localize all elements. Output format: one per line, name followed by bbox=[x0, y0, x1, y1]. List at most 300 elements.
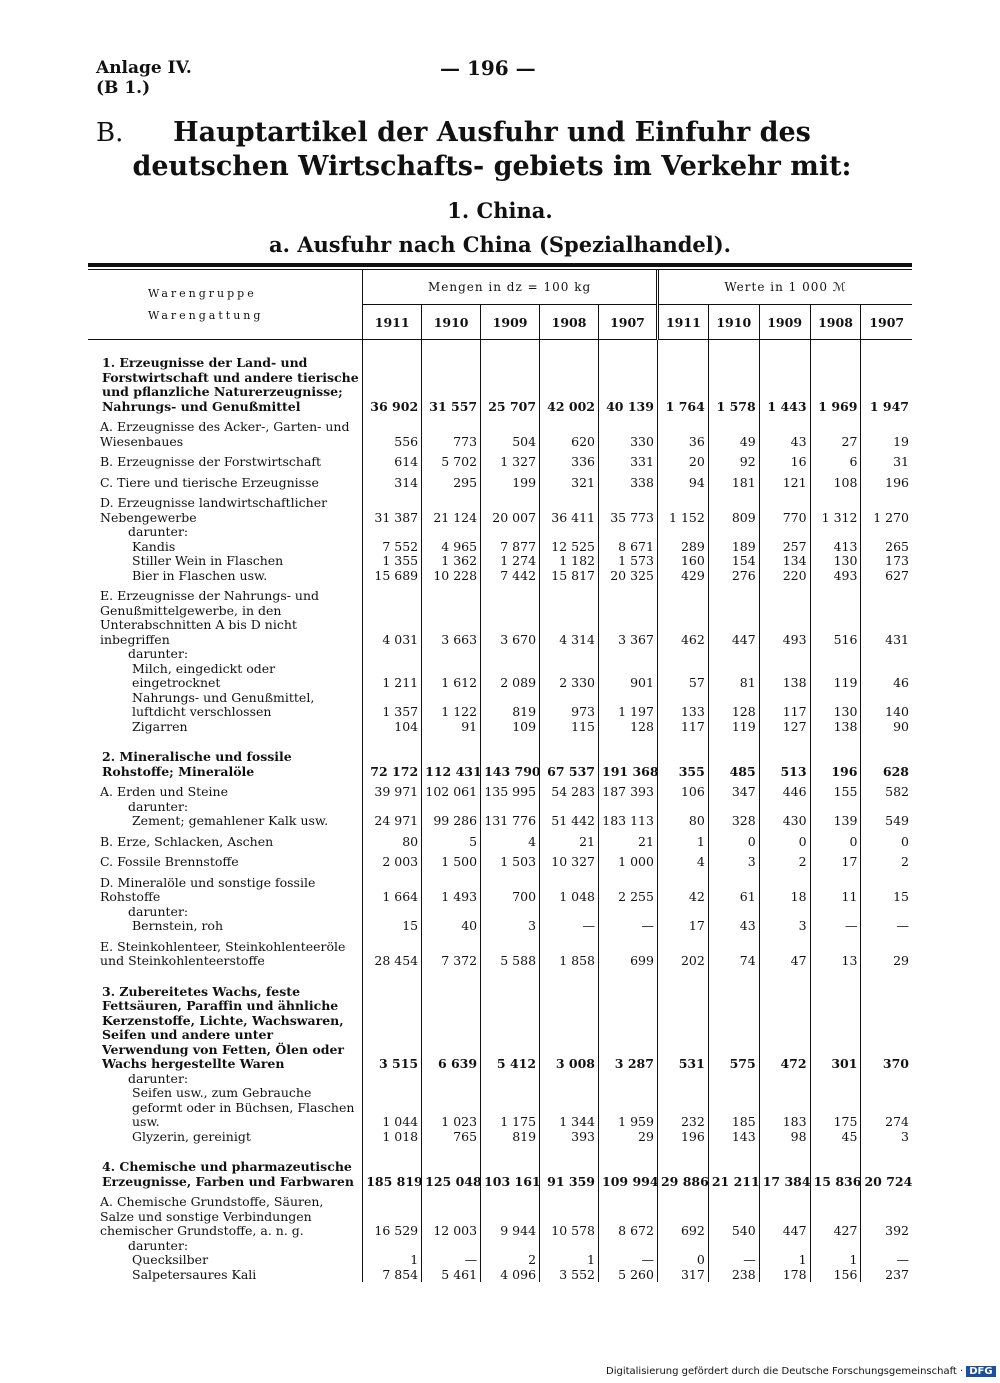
trade-table-wrapper bbox=[88, 263, 912, 1282]
table-row bbox=[88, 540, 912, 555]
quantity-cell: 3 bbox=[481, 919, 540, 934]
table-row bbox=[88, 829, 912, 850]
value-cell: 140 bbox=[861, 691, 912, 720]
quantity-cell bbox=[599, 905, 658, 920]
row-label: Quecksilber bbox=[88, 1253, 363, 1268]
quantity-cell: 183 113 bbox=[599, 814, 658, 829]
value-cell: 347 bbox=[708, 779, 759, 800]
quantity-cell bbox=[363, 1239, 422, 1254]
table-row bbox=[88, 1072, 912, 1087]
value-cell: 2 bbox=[759, 849, 810, 870]
row-label: C. Tiere und tierische Erzeugnisse bbox=[88, 470, 363, 491]
value-cell: 0 bbox=[861, 829, 912, 850]
value-cell bbox=[861, 1239, 912, 1254]
row-label: 1. Erzeugnisse der Land- und Forstwirtschaft und andere tierische und pflanzliche Naturerzeugnisse; Nahrungs- und Genußmittel bbox=[88, 340, 363, 415]
quantity-cell: 20 325 bbox=[599, 569, 658, 584]
year-header: 1911 bbox=[363, 305, 422, 340]
value-cell: 42 bbox=[657, 870, 708, 905]
quantity-cell bbox=[540, 525, 599, 540]
quantity-cell: 7 552 bbox=[363, 540, 422, 555]
quantity-cell: 191 368 bbox=[599, 734, 658, 779]
quantity-cell: 5 461 bbox=[422, 1268, 481, 1283]
value-cell bbox=[861, 905, 912, 920]
row-label: Stiller Wein in Flaschen bbox=[88, 554, 363, 569]
table-row bbox=[88, 470, 912, 491]
value-cell: 181 bbox=[708, 470, 759, 491]
quantity-cell: 67 537 bbox=[540, 734, 599, 779]
value-cell: 202 bbox=[657, 934, 708, 969]
quantity-cell: 16 529 bbox=[363, 1189, 422, 1239]
value-cell: 4 bbox=[657, 849, 708, 870]
quantity-cell: — bbox=[599, 1253, 658, 1268]
value-cell: 117 bbox=[657, 720, 708, 735]
value-cell: 178 bbox=[759, 1268, 810, 1283]
page-title: Hauptartikel der Ausfuhr und Einfuhr des deutschen Wirtschafts- gebiets im Verkehr mit: bbox=[132, 117, 852, 182]
value-cell: 513 bbox=[759, 734, 810, 779]
table-body bbox=[88, 340, 912, 1283]
value-cell: 21 211 bbox=[708, 1144, 759, 1189]
quantity-cell: 72 172 bbox=[363, 734, 422, 779]
quantity-cell bbox=[481, 800, 540, 815]
value-cell: 1 969 bbox=[810, 340, 861, 415]
quantity-cell: 2 003 bbox=[363, 849, 422, 870]
year-header: 1910 bbox=[708, 305, 759, 340]
quantity-cell: 3 663 bbox=[422, 583, 481, 647]
value-cell: 29 886 bbox=[657, 1144, 708, 1189]
value-cell: 472 bbox=[759, 969, 810, 1072]
quantity-cell: 321 bbox=[540, 470, 599, 491]
value-cell: 274 bbox=[861, 1086, 912, 1130]
value-cell bbox=[759, 800, 810, 815]
value-cell: 133 bbox=[657, 691, 708, 720]
value-cell: 809 bbox=[708, 490, 759, 525]
quantity-cell bbox=[599, 525, 658, 540]
value-cell: 31 bbox=[861, 449, 912, 470]
value-cell: 413 bbox=[810, 540, 861, 555]
table-row bbox=[88, 720, 912, 735]
quantity-cell: 15 bbox=[363, 919, 422, 934]
value-cell: 19 bbox=[861, 414, 912, 449]
value-cell bbox=[861, 647, 912, 662]
value-cell: 45 bbox=[810, 1130, 861, 1145]
value-cell: 516 bbox=[810, 583, 861, 647]
value-cell: 36 bbox=[657, 414, 708, 449]
quantity-cell: 15 689 bbox=[363, 569, 422, 584]
value-cell: 160 bbox=[657, 554, 708, 569]
quantity-cell: 1 500 bbox=[422, 849, 481, 870]
quantity-cell: 2 330 bbox=[540, 662, 599, 691]
quantity-cell bbox=[481, 647, 540, 662]
row-label: darunter: bbox=[88, 905, 363, 920]
value-cell: 196 bbox=[657, 1130, 708, 1145]
quantity-cell: 80 bbox=[363, 829, 422, 850]
value-cell: 493 bbox=[759, 583, 810, 647]
value-cell: 429 bbox=[657, 569, 708, 584]
quantity-cell: 1 362 bbox=[422, 554, 481, 569]
table-row bbox=[88, 569, 912, 584]
value-cell: 540 bbox=[708, 1189, 759, 1239]
value-cell: 98 bbox=[759, 1130, 810, 1145]
value-cell: 237 bbox=[861, 1268, 912, 1283]
value-cell: — bbox=[810, 919, 861, 934]
value-cell: 156 bbox=[810, 1268, 861, 1283]
quantity-cell: 1 327 bbox=[481, 449, 540, 470]
quantity-cell bbox=[422, 647, 481, 662]
value-cell: 289 bbox=[657, 540, 708, 555]
row-label: Zigarren bbox=[88, 720, 363, 735]
value-cell: 328 bbox=[708, 814, 759, 829]
value-cell: 15 bbox=[861, 870, 912, 905]
quantity-cell: 7 854 bbox=[363, 1268, 422, 1283]
value-cell bbox=[759, 647, 810, 662]
year-header: 1909 bbox=[759, 305, 810, 340]
head-mengen: Mengen in dz = 100 kg bbox=[363, 270, 658, 305]
value-cell: 392 bbox=[861, 1189, 912, 1239]
quantity-cell bbox=[481, 1072, 540, 1087]
quantity-cell: 1 023 bbox=[422, 1086, 481, 1130]
value-cell: 232 bbox=[657, 1086, 708, 1130]
quantity-cell: 28 454 bbox=[363, 934, 422, 969]
value-cell: 138 bbox=[759, 662, 810, 691]
quantity-cell: 3 367 bbox=[599, 583, 658, 647]
quantity-cell: 556 bbox=[363, 414, 422, 449]
value-cell bbox=[657, 1072, 708, 1087]
value-cell: 627 bbox=[861, 569, 912, 584]
value-cell: 15 836 bbox=[810, 1144, 861, 1189]
quantity-cell bbox=[422, 1072, 481, 1087]
value-cell: 27 bbox=[810, 414, 861, 449]
quantity-cell: 91 bbox=[422, 720, 481, 735]
row-label: Kandis bbox=[88, 540, 363, 555]
quantity-cell bbox=[540, 1072, 599, 1087]
value-cell: 81 bbox=[708, 662, 759, 691]
table-row bbox=[88, 734, 912, 779]
row-label: A. Erzeugnisse des Acker-, Garten- und Wiesenbaues bbox=[88, 414, 363, 449]
row-label: darunter: bbox=[88, 1239, 363, 1254]
quantity-cell: 128 bbox=[599, 720, 658, 735]
quantity-cell: 700 bbox=[481, 870, 540, 905]
row-label: B. Erze, Schlacken, Aschen bbox=[88, 829, 363, 850]
quantity-cell: 4 bbox=[481, 829, 540, 850]
quantity-cell: — bbox=[540, 919, 599, 934]
quantity-cell: 109 994 bbox=[599, 1144, 658, 1189]
quantity-cell: 24 971 bbox=[363, 814, 422, 829]
value-cell: 18 bbox=[759, 870, 810, 905]
value-cell: 17 bbox=[810, 849, 861, 870]
row-label: Milch, eingedickt oder eingetrocknet bbox=[88, 662, 363, 691]
value-cell: 317 bbox=[657, 1268, 708, 1283]
table-row bbox=[88, 414, 912, 449]
value-cell: 29 bbox=[861, 934, 912, 969]
value-cell: 0 bbox=[657, 1253, 708, 1268]
table-row bbox=[88, 647, 912, 662]
value-cell bbox=[759, 1072, 810, 1087]
value-cell: 13 bbox=[810, 934, 861, 969]
value-cell: 196 bbox=[810, 734, 861, 779]
table-row bbox=[88, 525, 912, 540]
value-cell: 0 bbox=[759, 829, 810, 850]
value-cell: 17 384 bbox=[759, 1144, 810, 1189]
value-cell: 628 bbox=[861, 734, 912, 779]
quantity-cell bbox=[599, 1239, 658, 1254]
value-cell bbox=[657, 525, 708, 540]
value-cell: 127 bbox=[759, 720, 810, 735]
quantity-cell: 620 bbox=[540, 414, 599, 449]
row-label: Bier in Flaschen usw. bbox=[88, 569, 363, 584]
table-row bbox=[88, 969, 912, 1072]
quantity-cell: 15 817 bbox=[540, 569, 599, 584]
table-row bbox=[88, 1130, 912, 1145]
quantity-cell: 1 122 bbox=[422, 691, 481, 720]
quantity-cell bbox=[599, 1072, 658, 1087]
value-cell: 17 bbox=[657, 919, 708, 934]
quantity-cell: 7 442 bbox=[481, 569, 540, 584]
value-cell: 582 bbox=[861, 779, 912, 800]
value-cell: 493 bbox=[810, 569, 861, 584]
value-cell: 154 bbox=[708, 554, 759, 569]
quantity-cell: 1 018 bbox=[363, 1130, 422, 1145]
row-label: A. Erden und Steine bbox=[88, 779, 363, 800]
quantity-cell: 131 776 bbox=[481, 814, 540, 829]
value-cell bbox=[708, 1239, 759, 1254]
value-cell bbox=[708, 647, 759, 662]
page-number: — 196 — bbox=[440, 56, 536, 80]
value-cell: 20 bbox=[657, 449, 708, 470]
quantity-cell bbox=[481, 905, 540, 920]
quantity-cell: 1 612 bbox=[422, 662, 481, 691]
table-row bbox=[88, 1253, 912, 1268]
value-cell: 121 bbox=[759, 470, 810, 491]
quantity-cell: 143 790 bbox=[481, 734, 540, 779]
quantity-cell: 31 387 bbox=[363, 490, 422, 525]
quantity-cell: 12 003 bbox=[422, 1189, 481, 1239]
quantity-cell: 614 bbox=[363, 449, 422, 470]
quantity-cell: 10 228 bbox=[422, 569, 481, 584]
value-cell: 138 bbox=[810, 720, 861, 735]
table-row bbox=[88, 554, 912, 569]
quantity-cell: 819 bbox=[481, 1130, 540, 1145]
quantity-cell: 699 bbox=[599, 934, 658, 969]
quantity-cell: 765 bbox=[422, 1130, 481, 1145]
annex-label bbox=[96, 58, 192, 98]
quantity-cell: 8 672 bbox=[599, 1189, 658, 1239]
value-cell: 20 724 bbox=[861, 1144, 912, 1189]
quantity-cell bbox=[540, 647, 599, 662]
quantity-cell: 338 bbox=[599, 470, 658, 491]
value-cell bbox=[861, 525, 912, 540]
quantity-cell: 5 412 bbox=[481, 969, 540, 1072]
quantity-cell: 973 bbox=[540, 691, 599, 720]
row-label: Seifen usw., zum Gebrauche geformt oder in Büchsen, Flaschen usw. bbox=[88, 1086, 363, 1130]
value-cell: 130 bbox=[810, 554, 861, 569]
value-cell bbox=[810, 647, 861, 662]
row-label: darunter: bbox=[88, 525, 363, 540]
quantity-cell: 1 344 bbox=[540, 1086, 599, 1130]
value-cell: 43 bbox=[708, 919, 759, 934]
value-cell: 90 bbox=[861, 720, 912, 735]
quantity-cell: 1 bbox=[363, 1253, 422, 1268]
value-cell: 431 bbox=[861, 583, 912, 647]
value-cell: — bbox=[861, 1253, 912, 1268]
quantity-cell: 1 bbox=[540, 1253, 599, 1268]
value-cell: 1 270 bbox=[861, 490, 912, 525]
quantity-cell: 3 008 bbox=[540, 969, 599, 1072]
value-cell bbox=[810, 800, 861, 815]
quantity-cell: 99 286 bbox=[422, 814, 481, 829]
value-cell: 0 bbox=[810, 829, 861, 850]
table-row bbox=[88, 1086, 912, 1130]
quantity-cell bbox=[481, 1239, 540, 1254]
quantity-cell: 36 411 bbox=[540, 490, 599, 525]
year-header: 1907 bbox=[861, 305, 912, 340]
quantity-cell: 31 557 bbox=[422, 340, 481, 415]
value-cell: 46 bbox=[861, 662, 912, 691]
value-cell: 143 bbox=[708, 1130, 759, 1145]
value-cell bbox=[810, 525, 861, 540]
section-heading: a. Ausfuhr nach China (Spezialhandel). bbox=[269, 232, 731, 257]
row-label: 2. Mineralische und fossile Rohstoffe; Mineralöle bbox=[88, 734, 363, 779]
value-cell bbox=[759, 1239, 810, 1254]
value-cell: — bbox=[861, 919, 912, 934]
table-row bbox=[88, 1239, 912, 1254]
quantity-cell: 36 902 bbox=[363, 340, 422, 415]
quantity-cell: 773 bbox=[422, 414, 481, 449]
table-row bbox=[88, 905, 912, 920]
quantity-cell: 4 096 bbox=[481, 1268, 540, 1283]
quantity-cell: 102 061 bbox=[422, 779, 481, 800]
quantity-cell: 35 773 bbox=[599, 490, 658, 525]
value-cell: 531 bbox=[657, 969, 708, 1072]
quantity-cell bbox=[422, 905, 481, 920]
quantity-cell bbox=[599, 800, 658, 815]
quantity-cell: 5 bbox=[422, 829, 481, 850]
quantity-cell: 125 048 bbox=[422, 1144, 481, 1189]
table-row bbox=[88, 779, 912, 800]
quantity-cell: 103 161 bbox=[481, 1144, 540, 1189]
quantity-cell: 1 044 bbox=[363, 1086, 422, 1130]
quantity-cell: 1 048 bbox=[540, 870, 599, 905]
quantity-cell: 1 000 bbox=[599, 849, 658, 870]
value-cell: 106 bbox=[657, 779, 708, 800]
value-cell: 92 bbox=[708, 449, 759, 470]
value-cell bbox=[861, 1072, 912, 1087]
row-label: E. Steinkohlenteer, Steinkohlenteeröle und Steinkohlenteerstoffe bbox=[88, 934, 363, 969]
quantity-cell: 112 431 bbox=[422, 734, 481, 779]
value-cell: 196 bbox=[861, 470, 912, 491]
quantity-cell bbox=[540, 800, 599, 815]
quantity-cell: 8 671 bbox=[599, 540, 658, 555]
value-cell: 47 bbox=[759, 934, 810, 969]
quantity-cell: 504 bbox=[481, 414, 540, 449]
row-label: Nahrungs- und Genußmittel, luftdicht verschlossen bbox=[88, 691, 363, 720]
quantity-cell: 42 002 bbox=[540, 340, 599, 415]
value-cell bbox=[759, 525, 810, 540]
row-label: darunter: bbox=[88, 1072, 363, 1087]
value-cell: 6 bbox=[810, 449, 861, 470]
quantity-cell: 187 393 bbox=[599, 779, 658, 800]
value-cell: 94 bbox=[657, 470, 708, 491]
head-goods bbox=[88, 270, 363, 340]
value-cell: 3 bbox=[861, 1130, 912, 1145]
row-label: A. Chemische Grundstoffe, Säuren, Salze und sonstige Verbindungen chemischer Grundstoffe, a. n. g. bbox=[88, 1189, 363, 1239]
footer-text: Digitalisierung gefördert durch die Deutsche Forschungsgemeinschaft · bbox=[606, 1366, 964, 1377]
quantity-cell: 7 372 bbox=[422, 934, 481, 969]
quantity-cell: 109 bbox=[481, 720, 540, 735]
value-cell: 770 bbox=[759, 490, 810, 525]
value-cell: 3 bbox=[759, 919, 810, 934]
quantity-cell: 331 bbox=[599, 449, 658, 470]
quantity-cell: 5 588 bbox=[481, 934, 540, 969]
value-cell: 301 bbox=[810, 969, 861, 1072]
value-cell: 119 bbox=[708, 720, 759, 735]
value-cell: 80 bbox=[657, 814, 708, 829]
quantity-cell: 6 639 bbox=[422, 969, 481, 1072]
quantity-cell: 115 bbox=[540, 720, 599, 735]
row-label: Zement; gemahlener Kalk usw. bbox=[88, 814, 363, 829]
value-cell: 549 bbox=[861, 814, 912, 829]
value-cell: 1 578 bbox=[708, 340, 759, 415]
value-cell: 128 bbox=[708, 691, 759, 720]
table-row bbox=[88, 340, 912, 415]
value-cell bbox=[657, 800, 708, 815]
quantity-cell: 1 357 bbox=[363, 691, 422, 720]
table-row bbox=[88, 849, 912, 870]
value-cell: 220 bbox=[759, 569, 810, 584]
quantity-cell: 7 877 bbox=[481, 540, 540, 555]
quantity-cell: 1 182 bbox=[540, 554, 599, 569]
value-cell bbox=[810, 905, 861, 920]
table-row bbox=[88, 490, 912, 525]
value-cell: 370 bbox=[861, 969, 912, 1072]
table-row bbox=[88, 662, 912, 691]
quantity-cell: 20 007 bbox=[481, 490, 540, 525]
title-letter: B. bbox=[96, 118, 124, 148]
quantity-cell: 5 702 bbox=[422, 449, 481, 470]
quantity-cell bbox=[422, 525, 481, 540]
quantity-cell bbox=[422, 1239, 481, 1254]
quantity-cell: 4 314 bbox=[540, 583, 599, 647]
row-label: E. Erzeugnisse der Nahrungs- und Genußmittelgewerbe, in den Unterabschnitten A bis D nicht inbegriffen bbox=[88, 583, 363, 647]
quantity-cell: 54 283 bbox=[540, 779, 599, 800]
quantity-cell: 40 139 bbox=[599, 340, 658, 415]
value-cell: 2 bbox=[861, 849, 912, 870]
row-label: Bernstein, roh bbox=[88, 919, 363, 934]
quantity-cell: 1 355 bbox=[363, 554, 422, 569]
quantity-cell: 1 211 bbox=[363, 662, 422, 691]
quantity-cell bbox=[540, 1239, 599, 1254]
annex-code: (B 1.) bbox=[96, 78, 151, 98]
value-cell: 276 bbox=[708, 569, 759, 584]
row-label: B. Erzeugnisse der Forstwirtschaft bbox=[88, 449, 363, 470]
year-header: 1910 bbox=[422, 305, 481, 340]
head-werte: Werte in 1 000 ℳ bbox=[657, 270, 912, 305]
quantity-cell bbox=[481, 525, 540, 540]
quantity-cell: 336 bbox=[540, 449, 599, 470]
quantity-cell bbox=[363, 1072, 422, 1087]
quantity-cell: 1 664 bbox=[363, 870, 422, 905]
annex-title: Anlage IV. bbox=[96, 58, 192, 78]
quantity-cell bbox=[540, 905, 599, 920]
head-group-1: Warengruppe bbox=[148, 286, 257, 300]
value-cell bbox=[657, 1239, 708, 1254]
head-group-2: Warengattung bbox=[148, 308, 264, 322]
row-label: 3. Zubereitetes Wachs, feste Fettsäuren, Paraffin und ähnliche Kerzenstoffe, Lichte, Wachswaren, Seifen und andere unter Verwendung von Fetten, Ölen oder Wachs hergestellte Waren bbox=[88, 969, 363, 1072]
trade-table bbox=[88, 270, 912, 1282]
value-cell: 1 152 bbox=[657, 490, 708, 525]
quantity-cell: 40 bbox=[422, 919, 481, 934]
year-header: 1907 bbox=[599, 305, 658, 340]
value-cell: 134 bbox=[759, 554, 810, 569]
